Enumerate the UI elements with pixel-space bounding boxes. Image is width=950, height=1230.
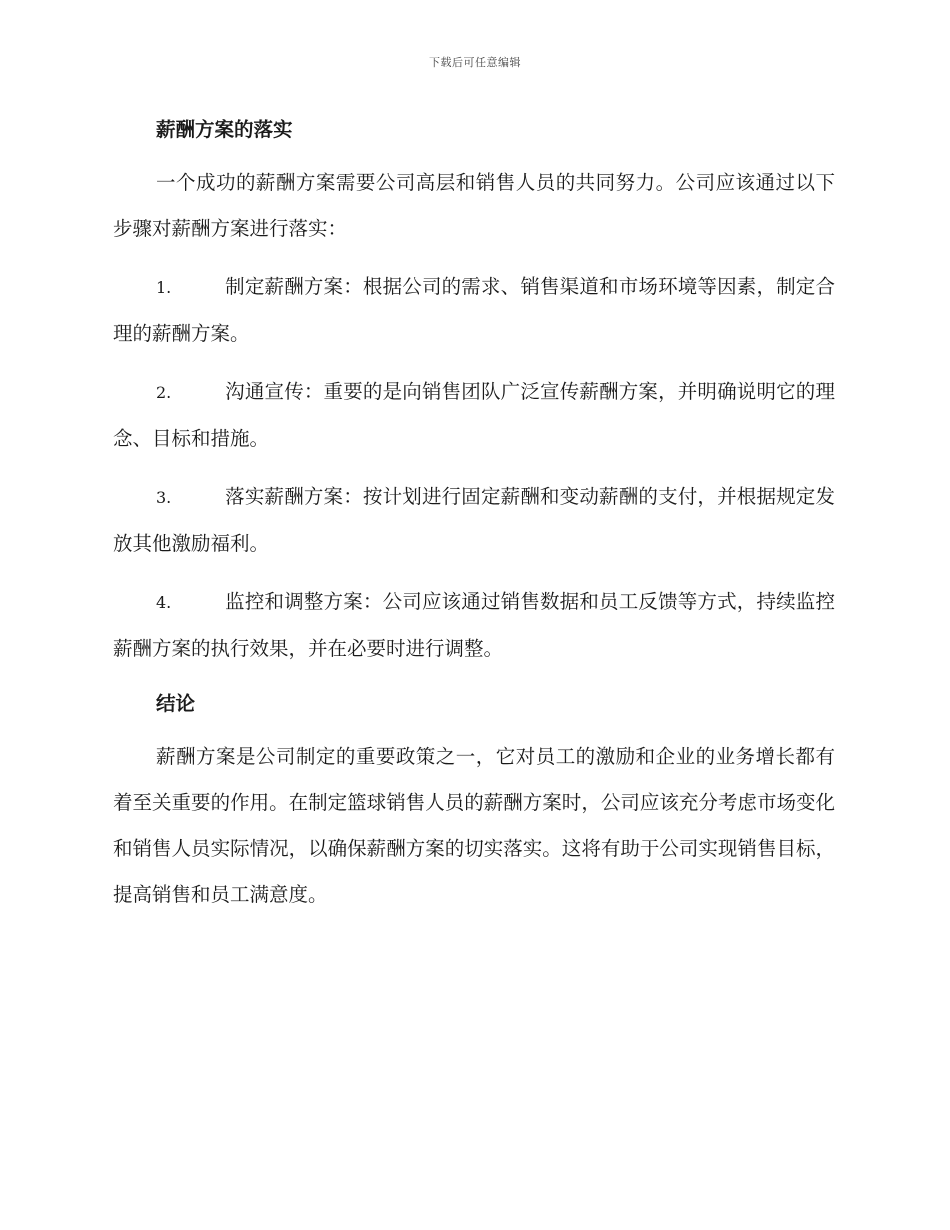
list-item-number: 2.	[156, 383, 172, 402]
list-item-text: 监控和调整方案：公司应该通过销售数据和员工反馈等方式，持续监控薪酬方案的执行效果，并在必要时进行调整。	[113, 590, 835, 660]
list-item-text: 制定薪酬方案：根据公司的需求、销售渠道和市场环境等因素，制定合理的薪酬方案。	[113, 275, 835, 345]
section-title-conclusion: 结论	[156, 692, 196, 715]
intro-paragraph: 一个成功的薪酬方案需要公司高层和销售人员的共同努力。公司应该通过以下步骤对薪酬方案进行落实：	[113, 171, 835, 240]
list-item-number: 3.	[156, 488, 172, 507]
list-item-number: 1.	[156, 278, 172, 297]
list-item-text: 落实薪酬方案：按计划进行固定薪酬和变动薪酬的支付，并根据规定发放其他激励福利。	[113, 485, 835, 555]
list-item	[113, 264, 835, 357]
list-item-text: 沟通宣传：重要的是向销售团队广泛宣传薪酬方案，并明确说明它的理念、目标和措施。	[113, 380, 835, 450]
list-item-number: 4.	[156, 593, 172, 612]
header-note: 下载后可任意编辑	[429, 56, 521, 69]
conclusion-paragraph: 薪酬方案是公司制定的重要政策之一，它对员工的激励和企业的业务增长都有着至关重要的作用。在制定篮球销售人员的薪酬方案时，公司应该充分考虑市场变化和销售人员实际情况，以确保薪酬方案的切实落实。这将有助于公司实现销售目标，提高销售和员工满意度。	[113, 745, 835, 906]
list-item	[113, 474, 835, 567]
list-item	[113, 579, 835, 672]
list-item	[113, 369, 835, 462]
section-title-implementation: 薪酬方案的落实	[156, 118, 293, 141]
document-body	[113, 110, 835, 930]
